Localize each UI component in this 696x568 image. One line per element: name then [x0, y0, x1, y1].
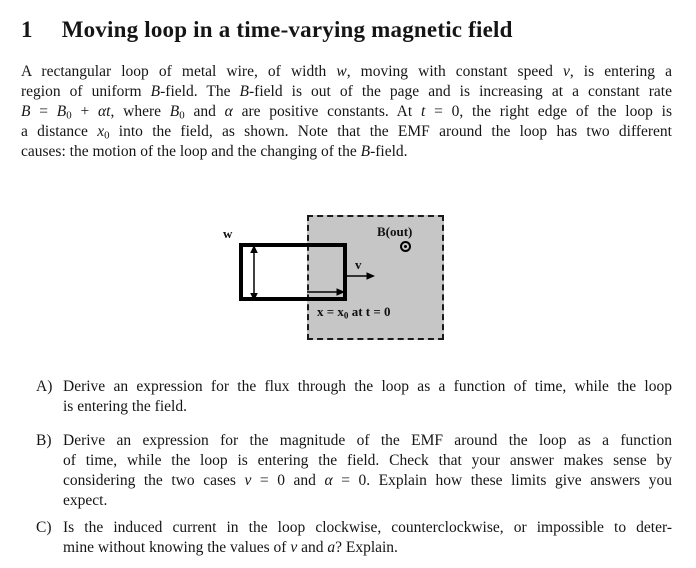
section-number: 1: [21, 17, 33, 42]
intro-line: $B = B_0 + \alpha t$, where $B_0$ and α are positive constants. At t = 0, the right edge of the loop is: [21, 103, 672, 122]
b-out-label: B(out): [377, 224, 413, 239]
width-label: w: [223, 226, 233, 241]
question-a-label: A): [36, 378, 53, 395]
question-c-line: Is the induced current in the loop clockwise, counterclockwise, or impossible to deter-: [63, 519, 672, 536]
question-c-label: C): [36, 519, 52, 536]
intro-line: a distance $x_0$ into the field, as shown. Note that the EMF around the loop has two different: [21, 123, 672, 142]
question-a-line: Derive an expression for the flux through the loop as a function of time, while the loop: [63, 378, 672, 395]
question-b-label: B): [36, 432, 52, 449]
question-c-line: mine without knowing the values of v and a? Explain.: [63, 539, 398, 556]
intro-line: region of uniform B-field. The B-field is out of the page and is increasing at a constant rate: [21, 83, 672, 100]
section-title: Moving loop in a time-varying magnetic field: [61, 17, 513, 42]
question-a: [21, 377, 672, 417]
velocity-label: v: [355, 257, 362, 272]
question-b-line: expect.: [63, 492, 108, 509]
position-label: $x = x_0$ at t = 0: [317, 304, 391, 321]
velocity-arrow-icon: [347, 271, 375, 281]
question-b-line: considering the two cases v = 0 and α = 0. Explain how these limits give answers you: [63, 472, 672, 489]
question-b-line: of time, while the loop is entering the field. Check that your answer makes sense by: [63, 452, 672, 469]
intro-line: causes: the motion of the loop and the changing of the B-field.: [21, 143, 408, 160]
question-b: [21, 431, 672, 511]
question-c: [21, 518, 672, 558]
intro-line: A rectangular loop of metal wire, of width w, moving with constant speed v, is entering a: [21, 63, 672, 80]
intro-paragraph: [21, 62, 672, 162]
question-b-line: Derive an expression for the magnitude of the EMF around the loop as a function: [63, 432, 672, 449]
question-a-line: is entering the field.: [63, 398, 187, 415]
x0-distance-arrow-icon: [307, 287, 345, 297]
section-heading: [21, 17, 513, 43]
b-out-of-page-dot-icon: [400, 241, 411, 252]
figure-loop-bfield: [222, 215, 446, 342]
width-arrow-icon: [248, 245, 260, 301]
